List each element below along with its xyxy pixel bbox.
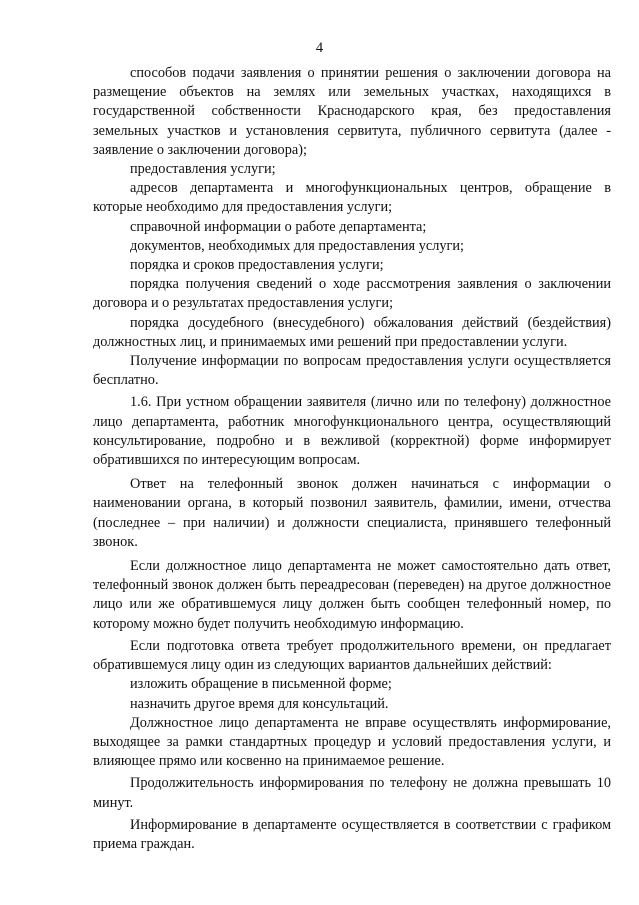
paragraph-redirect-call: Если должностное лицо департамента не может самостоятельно дать ответ, телефонный звонок должен быть переадресован (переведен) на другое должностное лицо или же обратившемуся лицу должен быть сообщен телефонный номер, по которому можно будет получить необходимую информацию. bbox=[93, 558, 611, 632]
paragraph-progress-info: порядка получения сведений о ходе рассмотрения заявления о заключении договора и о результатах предоставления услуги; bbox=[93, 276, 611, 312]
paragraph-written-form: изложить обращение в письменной форме; bbox=[130, 676, 392, 693]
paragraph-service-provision: предоставления услуги; bbox=[130, 161, 276, 178]
paragraph-submission-methods: способов подачи заявления о принятии решения о заключении договора на размещение объектов на землях или земельных участках, находящихся в государственной собственности Краснодарского края, без предоставления земельных участков и установления сервитута, публичного сервитута (далее - заявление о заключении договора); bbox=[93, 65, 611, 158]
paragraph-duration: Продолжительность информирования по телефону не должна превышать 10 минут. bbox=[93, 775, 611, 811]
paragraph-free-info: Получение информации по вопросам предоставления услуги осуществляется бесплатно. bbox=[93, 353, 611, 389]
paragraph-addresses: адресов департамента и многофункциональных центров, обращение в которые необходимо для предоставления услуги; bbox=[93, 180, 611, 216]
paragraph-long-answer: Если подготовка ответа требует продолжительного времени, он предлагает обратившемуся лицу один из следующих вариантов дальнейших действий: bbox=[93, 637, 611, 674]
paragraph-other-time: назначить другое время для консультаций. bbox=[130, 695, 389, 712]
paragraph-phone-answer: Ответ на телефонный звонок должен начинаться с информации о наименовании органа, в который позвонил заявитель, фамилии, имени, отчества (последнее – при наличии) и должности специалиста, принявшего телефонный звонок. bbox=[93, 476, 611, 550]
paragraph-reference-info: справочной информации о работе департамента; bbox=[130, 218, 427, 235]
paragraph-appeal-procedure: порядка досудебного (внесудебного) обжалования действий (бездействия) должностных лиц, и принимаемых ими решений при предоставлении услуги. bbox=[93, 314, 611, 350]
paragraph-schedule: Информирование в департаменте осуществляется в соответствии с графиком приема граждан. bbox=[93, 816, 611, 852]
paragraph-section-1-6: 1.6. При устном обращении заявителя (лично или по телефону) должностное лицо департамента, работник многофункционального центра, осуществляющий консультирование, подробно и в вежливой (корректной) форме информирует обратившихся по интересующим вопросам. bbox=[93, 394, 611, 469]
page-number: 4 bbox=[315, 40, 324, 56]
paragraph-documents: документов, необходимых для предоставления услуги; bbox=[130, 237, 464, 254]
paragraph-restriction: Должностное лицо департамента не вправе осуществлять информирование, выходящее за рамки стандартных процедур и условий предоставления услуги, и влияющее прямо или косвенно на принимаемое решение. bbox=[93, 714, 611, 770]
document-body bbox=[93, 64, 611, 854]
paragraph-procedure-terms: порядка и сроков предоставления услуги; bbox=[130, 257, 384, 274]
